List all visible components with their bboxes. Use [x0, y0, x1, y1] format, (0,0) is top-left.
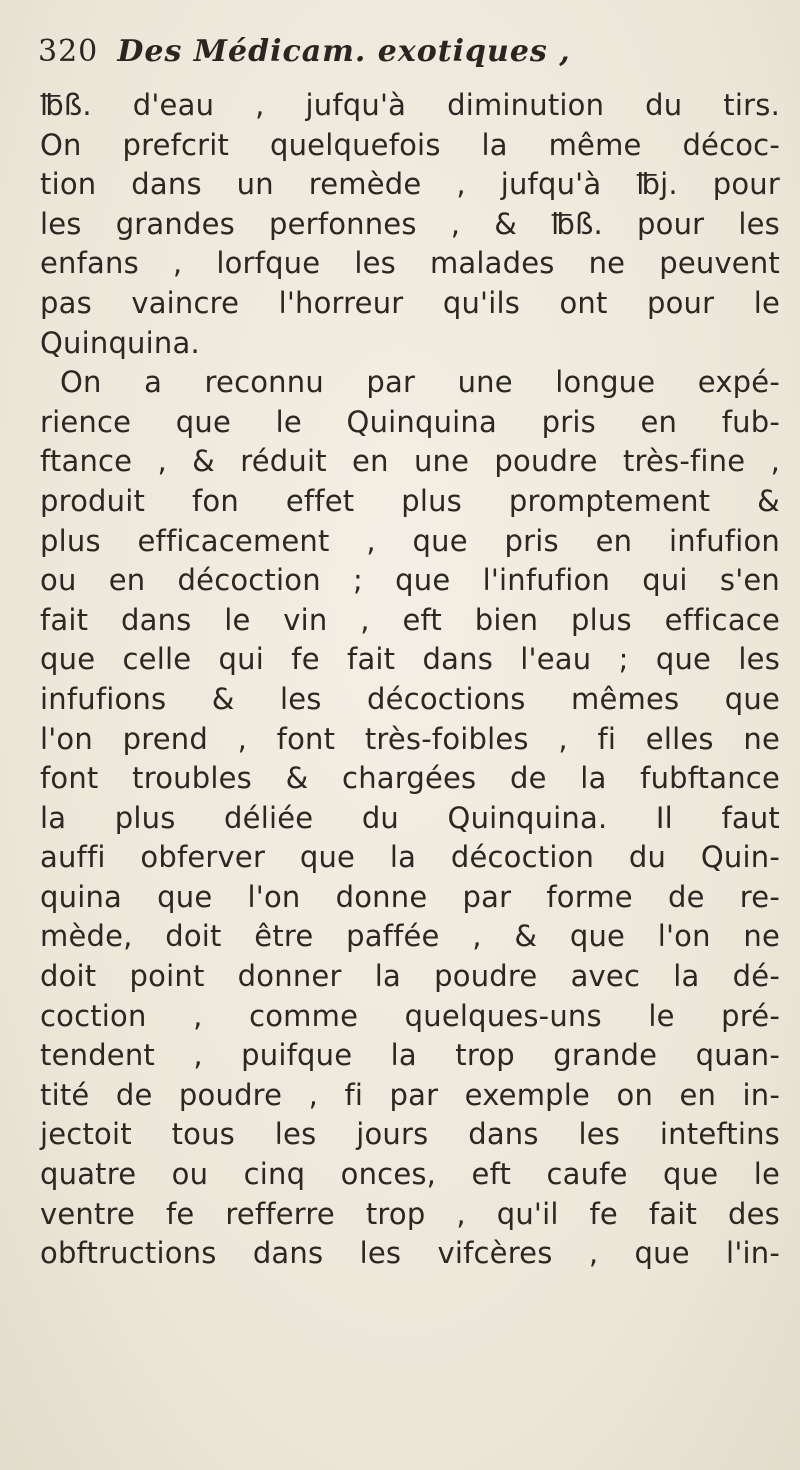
paragraphs [40, 86, 780, 1274]
text-line: l'on prend , font très-foibles , fi elles ne [40, 721, 780, 756]
paragraph [40, 363, 780, 1274]
text-line: pas vaincre l'horreur qu'ils ont pour le [40, 285, 780, 320]
text-line: auffi obferver que la décoction du Quin- [40, 840, 780, 875]
text-line: enfans , lorfque les malades ne peuvent [40, 246, 780, 281]
text-line: quina que l'on donne par forme de re- [40, 879, 780, 914]
text-line: ou en décoction ; que l'infufion qui s'en [40, 563, 780, 598]
running-title: Des Médicam. exotiques , [117, 34, 571, 69]
text-line: ftance , & réduit en une poudre très-fine , [40, 444, 780, 479]
text-line: On prefcrit quelquefois la même décoc- [40, 127, 780, 162]
text-line: tion dans un remède , jufqu'à ℔j. pour [40, 167, 780, 202]
text-line: coction , comme quelques-uns le pré- [40, 998, 780, 1033]
text-line: ℔ß. d'eau , jufqu'à diminution du tirs. [40, 88, 780, 122]
text-line: infufions & les décoctions mêmes que [40, 681, 780, 716]
text-line: doit point donner la poudre avec la dé- [40, 959, 780, 994]
running-header [38, 34, 778, 84]
page-number: 320 [38, 34, 99, 69]
text-line: la plus déliée du Quinquina. Il faut [40, 800, 780, 835]
paragraph [40, 86, 780, 363]
text-line: tité de poudre , fi par exemple on en in- [40, 1077, 780, 1112]
text-line: mède, doit être paffée , & que l'on ne [40, 919, 780, 954]
text-line: plus efficacement , que pris en infufion [40, 523, 780, 558]
body-text [40, 86, 780, 1274]
text-line: font troubles & chargées de la fubftance [40, 761, 780, 796]
text-line: fait dans le vin , eft bien plus efficace [40, 602, 780, 637]
text-line: rience que le Quinquina pris en fub- [40, 404, 780, 439]
text-line: tendent , puifque la trop grande quan- [40, 1038, 780, 1073]
text-line: Quinquina. [40, 325, 200, 360]
text-line: obftructions dans les vifcères , que l'in- [40, 1236, 780, 1271]
text-line: jectoit tous les jours dans les inteftins [40, 1117, 780, 1152]
text-line: les grandes perfonnes , & ℔ß. pour les [40, 206, 780, 241]
text-line: On a reconnu par une longue expé- [60, 365, 780, 400]
text-line: quatre ou cinq onces, eft caufe que le [40, 1157, 780, 1192]
text-line: produit fon effet plus promptement & [40, 483, 780, 518]
text-line: ventre fe refferre trop , qu'il fe fait des [40, 1196, 780, 1231]
text-line: que celle qui fe fait dans l'eau ; que les [40, 642, 780, 677]
